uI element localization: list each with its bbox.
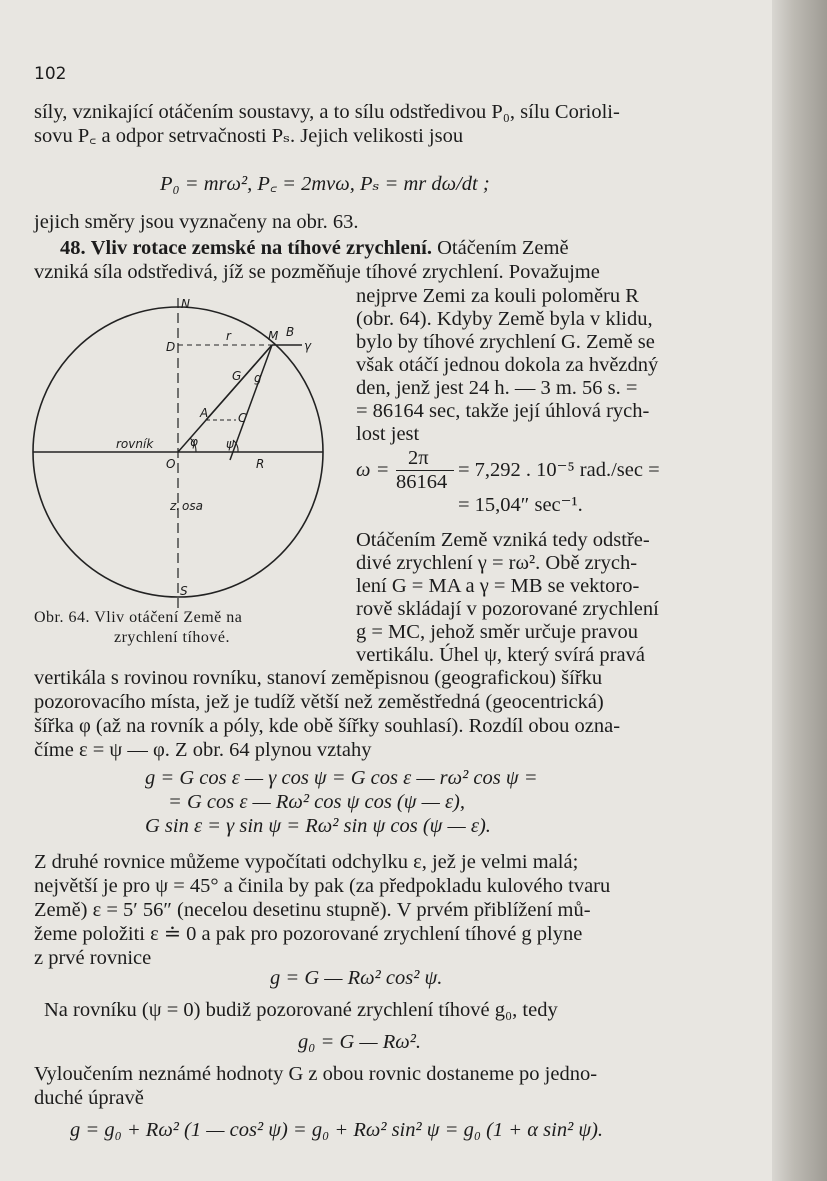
text-line: den, jenž jest 24 h. — 3 m. 56 s. = — [356, 377, 638, 399]
label-G: G — [232, 369, 242, 383]
equation-line: g = g₀ + Rω² (1 — cos² ψ) = g₀ + Rω² sin² ψ = g₀ (1 + α sin² ψ). — [70, 1119, 604, 1141]
text-line: Vyloučením neznámé hodnoty G z obou rovnic dostaneme po jedno- — [34, 1063, 598, 1085]
text-line: Země) ε = 5′ 56″ (necelou desetinu stupně). V prvém přiblížení mů- — [34, 899, 591, 921]
label-psi: ψ — [226, 437, 234, 451]
text-line: vertikála s rovinou rovníku, stanoví zeměpisnou (geografickou) šířku — [34, 667, 603, 689]
text-line: žeme položiti ε ≐ 0 a pak pro pozorované zrychlení tíhové g plyne — [34, 923, 583, 945]
text-line: největší je pro ψ = 45° a činila by pak (za předpokladu kulového tvaru — [34, 875, 611, 897]
equation-line: = G cos ε — Rω² cos ψ cos (ψ — ε), — [168, 791, 465, 813]
text-line: pozorovacího místa, jež je tudíž větší než zeměstředná (geocentrická) — [34, 691, 604, 713]
section-number: 48. — [60, 237, 86, 259]
text-line: (obr. 64). Kdyby Země byla v klidu, — [356, 308, 653, 330]
equation-line: g₀ = G — Rω². — [298, 1031, 422, 1053]
text-line: vzniká síla odstředivá, jíž se pozměňuje tíhové zrychlení. Považujme — [34, 261, 600, 283]
section-title: Vliv rotace zemské na tíhové zrychlení. — [90, 237, 432, 259]
text-line: divé zrychlení γ = rω². Obě zrych- — [356, 552, 638, 574]
figure-caption-line-1: Obr. 64. Vliv otáčení Země na — [34, 609, 243, 626]
label-B: B — [286, 325, 295, 339]
equation-line: g = G — Rω² cos² ψ. — [270, 967, 443, 989]
text-line: bylo by tíhové zrychlení G. Země se — [356, 331, 655, 353]
omega-lhs: ω = — [356, 459, 390, 481]
text-line: jejich směry jsou vyznačeny na obr. 63. — [34, 211, 359, 233]
figure-64-diagram — [30, 290, 340, 610]
label-R: R — [256, 457, 265, 471]
text-line: Otáčením Země vzniká tedy odstře- — [356, 529, 650, 551]
page-edge-shadow — [772, 0, 827, 1181]
text-fragment: Otáčením Země — [437, 237, 569, 259]
text-line: vertikálu. Úhel ψ, který svírá pravá — [356, 644, 645, 666]
label-A: A — [200, 406, 209, 420]
text-line: = 86164 sec, takže její úhlová rych- — [356, 400, 650, 422]
figure-caption-line-2: zrychlení tíhové. — [114, 629, 231, 646]
label-osa: osa — [182, 499, 203, 513]
label-r: r — [226, 329, 231, 343]
omega-denominator: 86164 — [396, 471, 448, 493]
omega-numerator: 2π — [408, 447, 429, 469]
text-line: rově skládají v pozorované zrychlení — [356, 598, 659, 620]
text-line: Z druhé rovnice můžeme vypočítati odchylku ε, jež je velmi malá; — [34, 851, 579, 873]
vector-g — [230, 345, 272, 460]
text-line: lost jest — [356, 423, 420, 445]
text-line: sovu P꜀ a odpor setrvačnosti Pₛ. Jejich velikosti jsou — [34, 125, 464, 147]
text-line: Na rovníku (ψ = 0) budiž pozorované zrychlení tíhové g₀, tedy — [44, 999, 558, 1021]
equation-line: g = G cos ε — γ cos ψ = G cos ε — rω² cos ψ = — [145, 767, 538, 789]
label-phi: φ — [190, 435, 198, 449]
text-line: g = MC, jehož směr určuje pravou — [356, 621, 638, 643]
text-line: nejprve Zemi za kouli poloměru R — [356, 285, 639, 307]
text-line: síly, vznikající otáčením soustavy, a to sílu odstředivou P₀, sílu Corioli- — [34, 101, 620, 123]
text-line: šířka φ (až na rovník a póly, kde obě šířky souhlasí). Rozdíl obou ozna- — [34, 715, 621, 737]
label-O: O — [166, 457, 176, 471]
text-line: číme ε = ψ — φ. Z obr. 64 plynou vztahy — [34, 739, 372, 761]
label-S: S — [180, 584, 188, 598]
omega-rhs-2: = 15,04″ sec⁻¹. — [458, 494, 583, 516]
text-line: lení G = MA a γ = MB se vektoro- — [356, 575, 640, 597]
text-line: duché úpravě — [34, 1087, 144, 1109]
label-rovnik: rovník — [116, 437, 154, 451]
label-g: g — [254, 371, 262, 385]
label-N: N — [181, 297, 190, 311]
text-line: z prvé rovnice — [34, 947, 152, 969]
section-heading — [60, 236, 569, 260]
label-M: M — [268, 329, 279, 343]
label-z: z. — [170, 499, 181, 513]
page-number: 102 — [34, 64, 67, 84]
omega-rhs: = 7,292 . 10⁻⁵ rad./sec = — [458, 459, 660, 481]
label-D: D — [166, 340, 176, 354]
equation-forces: P₀ = mrω², P꜀ = 2mvω, Pₛ = mr dω/dt ; — [160, 173, 490, 195]
equation-line: G sin ε = γ sin ψ = Rω² sin ψ cos (ψ — ε). — [145, 815, 491, 837]
text-line: však otáčí jednou dokola za hvězdný — [356, 354, 659, 376]
label-gamma: γ — [304, 339, 312, 353]
label-C: C — [238, 411, 247, 425]
